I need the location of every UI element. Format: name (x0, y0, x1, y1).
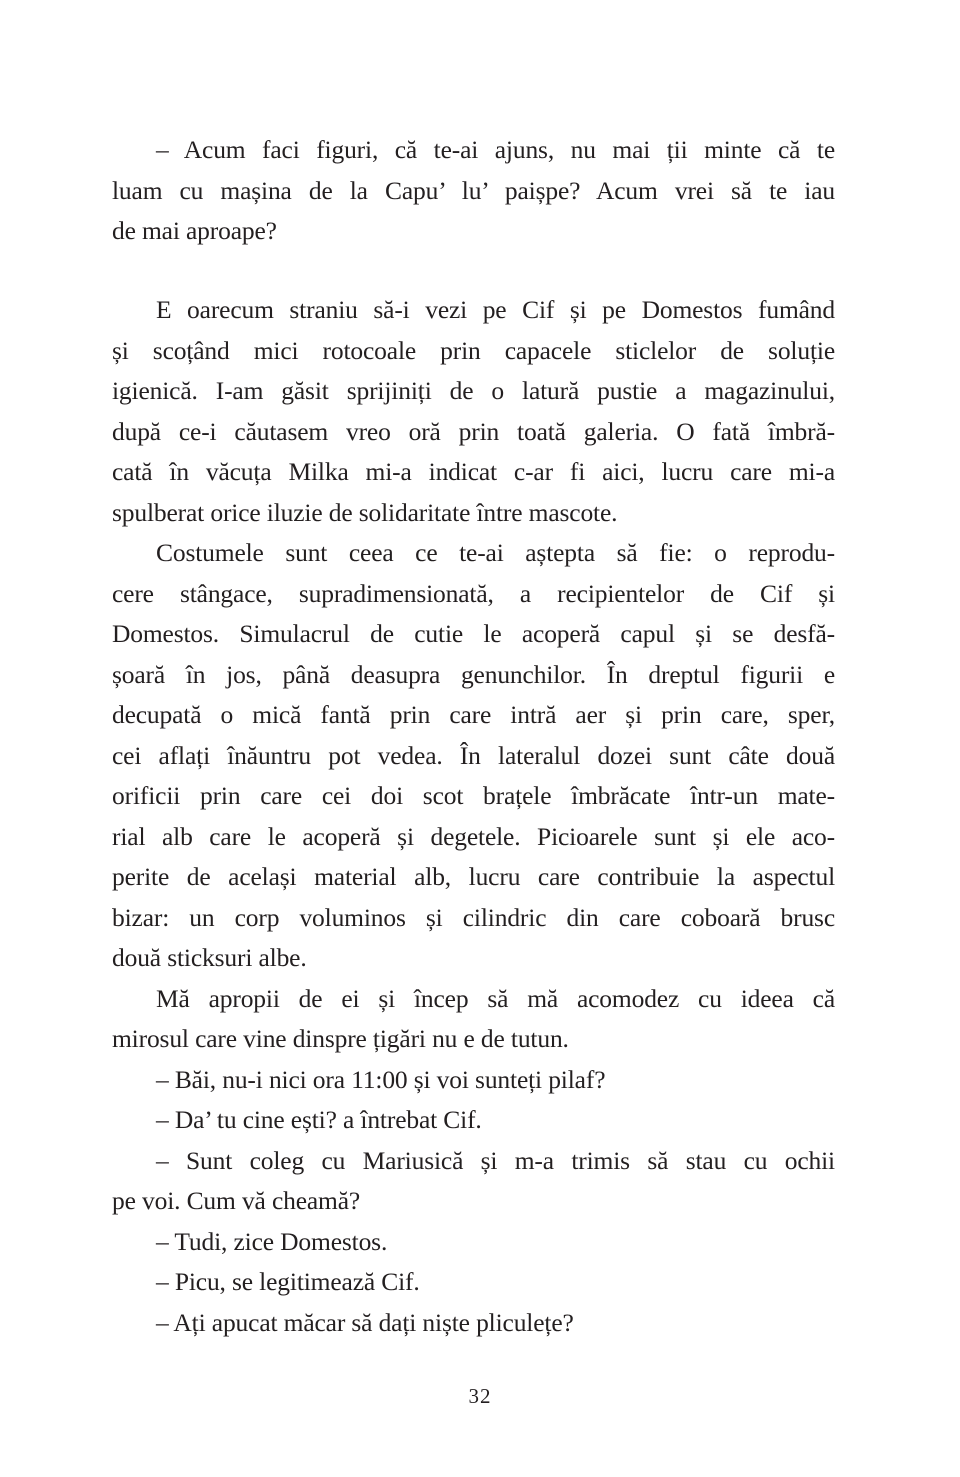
text-line: rial alb care le acoperă și degetele. Picioarele sunt și ele aco- (112, 821, 835, 851)
text-line: – Tudi, zice Domestos. (156, 1226, 388, 1256)
text-line: și scoțând mici rotocoale prin capacele sticlelor de soluție (112, 335, 835, 365)
text-line: spulberat orice iluzie de solidaritate între mascote. (112, 497, 618, 527)
text-line: – Sunt coleg cu Mariusică și m-a trimis să stau cu ochii (156, 1145, 835, 1175)
text-line: E oarecum straniu să-i vezi pe Cif și pe Domestos fumând (156, 295, 835, 324)
text-line: luam cu mașina de la Capu’ lu’ paișpe? Acum vrei să te iau (112, 175, 835, 205)
text-line: – Picu, se legitimează Cif. (156, 1267, 420, 1296)
text-line: igienică. I-am găsit sprijiniți de o latură pustie a magazinului, (112, 376, 835, 405)
text-line: cere stângace, supradimensionată, a recipientelor de Cif și (112, 578, 835, 608)
text-line: cată în văcuța Milka mi-a indicat c-ar fi aici, lucru care mi-a (112, 457, 835, 486)
page-body (112, 130, 835, 1343)
page-number: 32 (468, 1384, 492, 1408)
text-line: orificii prin care cei doi scot brațele îmbrăcate într-un mate- (112, 781, 835, 810)
text-line: două sticksuri albe. (112, 943, 307, 972)
text-line: perite de același material alb, lucru care contribuie la aspectul (112, 862, 835, 891)
text-line: Mă apropii de ei și încep să mă acomodez cu ideea că (156, 983, 835, 1013)
text-line: de mai aproape? (112, 216, 277, 245)
text-line: șoară în jos, până deasupra genunchilor. În dreptul figurii e (112, 659, 835, 689)
text-line: bizar: un corp voluminos și cilindric din care coboară brusc (112, 902, 835, 932)
text-line: mirosul care vine dinspre țigări nu e de tutun. (112, 1024, 569, 1053)
text-line: Domestos. Simulacrul de cutie le acoperă capul și se desfă- (112, 619, 835, 648)
paragraph-spacer (112, 252, 835, 291)
text-line: pe voi. Cum vă cheamă? (112, 1186, 361, 1215)
text-line: Costumele sunt ceea ce te-ai aștepta să fie: o reprodu- (156, 538, 835, 567)
text-line: după ce-i căutasem vreo oră prin toată galeria. O fată îmbră- (112, 416, 835, 446)
text-line: decupată o mică fantă prin care intră aer și prin care, sper, (112, 700, 835, 729)
text-line: – Acum faci figuri, că te-ai ajuns, nu mai ții minte că te (156, 135, 835, 164)
text-line: – Ați apucat măcar să dați niște pliculețe? (156, 1307, 574, 1337)
text-line: – Da’ tu cine ești? a întrebat Cif. (156, 1105, 482, 1134)
text-line: – Băi, nu-i nici ora 11:00 și voi sunteți pilaf? (156, 1064, 606, 1094)
text-line: cei aflați înăuntru pot vedea. În lateralul dozei sunt câte două (112, 740, 835, 770)
